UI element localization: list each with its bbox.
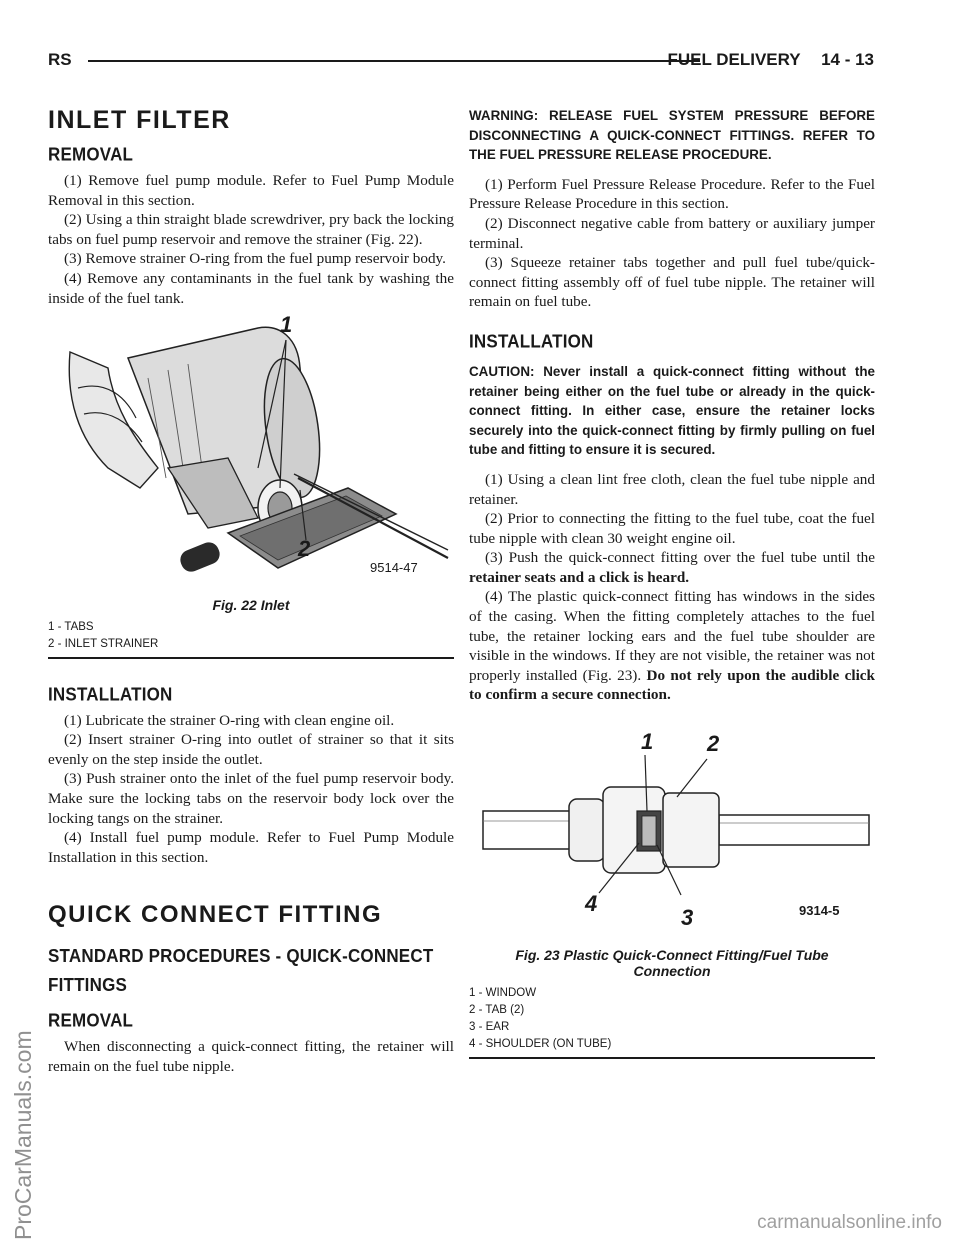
page-number: 14 - 13 <box>821 50 874 69</box>
fig22-callout-1: 1 <box>280 312 293 338</box>
fig22-code: 9514-47 <box>370 560 418 576</box>
qc-installation-step: (2) Prior to connecting the fitting to the fuel tube, coat the fuel tube nipple with clean 30 weight engine oil. <box>469 510 875 547</box>
figure-rule <box>48 657 454 659</box>
section-code: RS <box>48 50 72 69</box>
header-right <box>667 50 874 70</box>
caution-text: CAUTION: Never install a quick-connect fitting without the retainer being either on the fuel tube or already in the quick-connect fitting. In either case, ensure the retainer locks securely into the quick-connect fitting by firmly pulling on fuel tube and fitting to ensure it is secured. <box>469 363 875 458</box>
legend-item: 1 - WINDOW <box>469 987 537 1000</box>
quick-connect-title: QUICK CONNECT FITTING <box>48 901 383 929</box>
qc-installation-step <box>469 587 875 705</box>
legend-item: 2 - TAB (2) <box>469 1004 525 1017</box>
qc-removal-step: (1) Perform Fuel Pressure Release Procedure. Refer to the Fuel Pressure Release Procedure in this section. <box>469 175 875 213</box>
fig23-callout-2: 2 <box>707 731 720 757</box>
fig22-caption: Fig. 22 Inlet <box>212 597 290 614</box>
figure-22 <box>48 312 454 659</box>
installation-heading: INSTALLATION <box>48 683 173 705</box>
figure-23 <box>469 723 875 1059</box>
page-header <box>48 50 874 72</box>
step3-text: (3) Push the quick-connect fitting over the fuel tube until the <box>485 549 875 567</box>
removal-heading: REMOVAL <box>48 144 134 165</box>
removal-step: (2) Using a thin straight blade screwdriver, pry back the locking tabs on fuel pump reservoir and remove the strainer (Fig. 22). <box>48 211 454 248</box>
installation-step: (1) Lubricate the strainer O-ring with clean engine oil. <box>64 711 395 729</box>
inlet-strainer-illustration <box>48 318 454 588</box>
fig22-callout-2: 2 <box>298 536 311 562</box>
standard-procedures-heading: STANDARD PROCEDURES - QUICK-CONNECT FITTINGS <box>48 946 434 996</box>
qc-installation-heading: INSTALLATION <box>469 330 594 352</box>
step4-bold: Do not rely upon the audible click to confirm a secure connection. <box>469 666 875 704</box>
fig23-callout-4: 4 <box>585 891 598 917</box>
installation-step: (4) Install fuel pump module. Refer to Fuel Pump Module Installation in this section. <box>48 829 454 866</box>
left-column <box>48 106 454 1077</box>
qc-removal-text: When disconnecting a quick-connect fitting, the retainer will remain on the fuel tube nipple. <box>48 1038 454 1075</box>
fig23-callout-3: 3 <box>681 905 694 931</box>
right-column <box>469 106 875 1059</box>
legend-item: 2 - INLET STRAINER <box>48 638 159 651</box>
legend-item: 1 - TABS <box>48 621 94 634</box>
step3-bold: retainer seats and a click is heard. <box>469 568 690 586</box>
fig23-caption: Fig. 23 Plastic Quick-Connect Fitting/Fuel Tube Connection <box>515 947 829 980</box>
qc-removal-step: (2) Disconnect negative cable from battery or auxiliary jumper terminal. <box>469 214 875 252</box>
removal-step: (1) Remove fuel pump module. Refer to Fuel Pump Module Removal in this section. <box>48 172 454 209</box>
removal-step: (4) Remove any contaminants in the fuel tank by washing the inside of the fuel tank. <box>48 269 454 307</box>
fig23-code: 9314-5 <box>799 903 840 919</box>
fig23-callout-1: 1 <box>641 729 654 755</box>
installation-step: (3) Push strainer onto the inlet of the fuel pump reservoir body. Make sure the locking tabs on the reservoir body lock over the locking tangs on the strainer. <box>48 770 454 827</box>
figure-rule <box>469 1057 875 1059</box>
legend-item: 3 - EAR <box>469 1021 510 1034</box>
qc-removal-step: (3) Squeeze retainer tabs together and pull fuel tube/quick-connect fitting assembly off of fuel tube nipple. The retainer will remain on fuel tube. <box>469 254 875 311</box>
legend-item: 4 - SHOULDER (ON TUBE) <box>469 1038 612 1051</box>
qc-installation-step <box>469 548 875 587</box>
fig23-legend <box>469 985 875 1053</box>
warning-text: WARNING: RELEASE FUEL SYSTEM PRESSURE BEFORE DISCONNECTING A QUICK-CONNECT FITTINGS. REFER TO THE FUEL PRESSURE RELEASE PROCEDURE. <box>469 108 875 163</box>
qc-removal-heading: REMOVAL <box>48 1010 134 1032</box>
qc-installation-step: (1) Using a clean lint free cloth, clean the fuel tube nipple and retainer. <box>469 470 875 508</box>
section-title: FUEL DELIVERY <box>667 50 801 69</box>
removal-step: (3) Remove strainer O-ring from the fuel pump reservoir body. <box>64 250 446 268</box>
step4-text: (4) The plastic quick-connect fitting has windows in the sides of the casing. When the fitting completely attaches to the fuel tube, the retainer locking ears and the fuel tube shoulder are visible in the windows. If they are not visible, the retainer was not properly installed (Fig. 23). <box>469 588 875 684</box>
fig22-legend <box>48 619 454 653</box>
side-watermark: ProCarManuals.com <box>10 1030 36 1240</box>
installation-step: (2) Insert strainer O-ring into outlet of strainer so that it sits evenly on the step inside the outlet. <box>48 731 454 768</box>
inlet-filter-title: INLET FILTER <box>48 106 231 134</box>
footer-watermark: carmanualsonline.info <box>757 1212 942 1233</box>
header-rule <box>88 60 700 62</box>
